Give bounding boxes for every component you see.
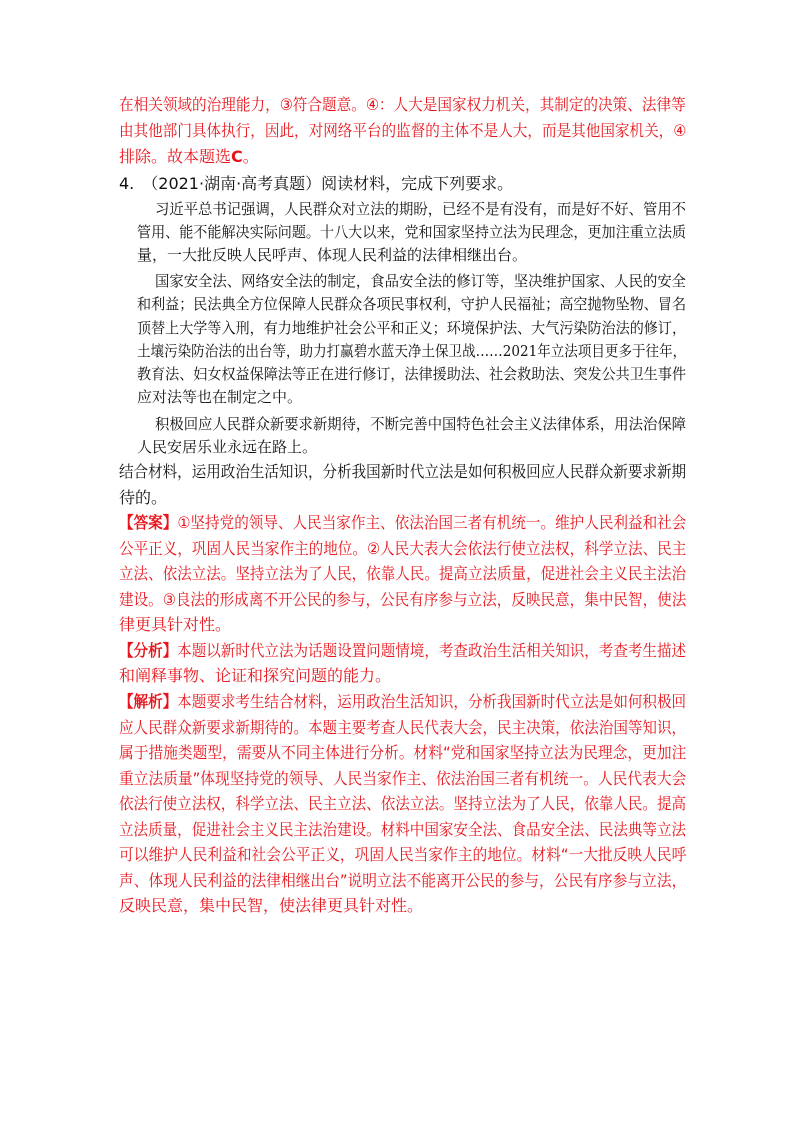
answer-line-1 <box>119 515 686 531</box>
explanation-line-3: 属于措施类题型，需要从不同主体进行分析。材料“党和国家坚持立法为民理念，更加注 <box>119 743 687 762</box>
material-line-1: 习近平总书记强调，人民群众对立法的期盼，已经不是有没有，而是好不好、管用不 <box>155 200 687 218</box>
material-line-9: 应对法等也在制定之中。 <box>137 388 303 406</box>
analysis-tag: 【分析】 <box>119 641 178 660</box>
material-line-4: 国家安全法、网络安全法的制定，食品安全法的修订等，坚决维护国家、人民的安全 <box>155 272 687 290</box>
top-answer-line-3-text: 排除。故本题选 <box>119 147 232 166</box>
material-line-3: 量，一大批反映人民呼声、体现人民利益的法律相继出台。 <box>137 246 528 264</box>
answer-line-1-text: ①坚持党的领导、人民当家作主、依法治国三者有机统一。维护人民利益和社会 <box>177 513 687 532</box>
answer-line-4: 建设。③良法的形成离不开公民的参与，公民有序参与立法，反映民意，集中民智，使法 <box>119 590 687 609</box>
explanation-line-9: 反映民意，集中民智，使法律更具针对性。 <box>119 896 424 915</box>
answer-line-3: 立法、依法立法。坚持立法为了人民，依靠人民。提高立法质量，促进社会主义民主法治 <box>119 564 687 583</box>
material-line-5: 和利益；民法典全方位保障人民群众各项民事权利，守护人民福祉；高空抛物坠物、冒名 <box>137 295 687 313</box>
top-answer-line-3 <box>119 149 259 165</box>
explanation-line-5: 依法行使立法权，科学立法、民主立法、依法立法。坚持立法为了人民，依靠人民。提高 <box>119 794 687 813</box>
top-answer-line-1: 在相关领域的治理能力，③符合题意。④：人大是国家权力机关，其制定的决策、法律等 <box>119 95 686 114</box>
material-line-11: 人民安居乐业永远在路上。 <box>137 438 318 456</box>
top-answer-end: 。 <box>242 147 259 166</box>
explanation-tag: 【解析】 <box>119 692 178 711</box>
answer-line-5: 律更具针对性。 <box>119 615 232 634</box>
explanation-line-1-text: 本题要求考生结合材料，运用政治生活知识，分析我国新时代立法是如何积极回 <box>177 692 687 711</box>
question-header <box>119 176 513 192</box>
question-number: 4. <box>119 174 135 193</box>
top-answer-line-2: 由其他部门具体执行，因此，对网络平台的监督的主体不是人大，而是其他国家机关，④ <box>119 121 687 140</box>
analysis-line-1 <box>119 643 686 659</box>
analysis-line-2: 和阐释事物、论证和探究问题的能力。 <box>119 666 392 685</box>
explanation-line-6: 立法质量，促进社会主义民主法治建设。材料中国家安全法、食品安全法、民法典等立法 <box>119 820 687 839</box>
prompt-line-2: 待的。 <box>119 488 168 507</box>
explanation-line-1 <box>119 694 686 710</box>
prompt-line-1: 结合材料，运用政治生活知识，分析我国新时代立法是如何积极回应人民群众新要求新期 <box>119 462 687 481</box>
question-source: （2021·湖南·高考真题）阅读材料，完成下列要求。 <box>142 174 514 193</box>
analysis-line-1-text: 本题以新时代立法为话题设置问题情境，考查政治生活相关知识，考查考生描述 <box>177 641 687 660</box>
material-line-7: 土壤污染防治法的出台等，助力打赢碧水蓝天净土保卫战……2021年立法项目更多于往年， <box>137 342 687 360</box>
material-line-10: 积极回应人民群众新要求新期待，不断完善中国特色社会主义法律体系，用法治保障 <box>155 415 687 433</box>
explanation-line-8: 声、体现人民利益的法律相继出台”说明立法不能离开公民的参与，公民有序参与立法， <box>119 871 687 890</box>
explanation-line-7: 可以维护人民利益和社会公平正义，巩固人民当家作主的地位。材料“一大批反映人民呼 <box>119 845 687 864</box>
answer-tag: 【答案】 <box>119 513 178 532</box>
material-line-2: 管用、能不能解决实际问题。十八大以来，党和国家坚持立法为民理念，更加注重立法质 <box>137 223 687 241</box>
material-line-8: 教育法、妇女权益保障法等正在进行修订，法律援助法、社会救助法、突发公共卫生事件 <box>137 365 687 383</box>
top-answer-choice: C <box>231 147 243 166</box>
answer-line-2: 公平正义，巩固人民当家作主的地位。②人民大表大会依法行使立法权，科学立法、民主 <box>119 539 687 558</box>
material-line-6: 顶替上大学等入刑，有力地维护社会公平和正义；环境保护法、大气污染防治法的修订， <box>137 319 687 337</box>
explanation-line-4: 重立法质量”体现坚持党的领导、人民当家作主、依法治国三者有机统一。人民代表大会 <box>119 769 687 788</box>
explanation-line-2: 应人民群众新要求新期待的。本题主要考查人民代表大会，民主决策，依法治国等知识， <box>119 718 687 737</box>
